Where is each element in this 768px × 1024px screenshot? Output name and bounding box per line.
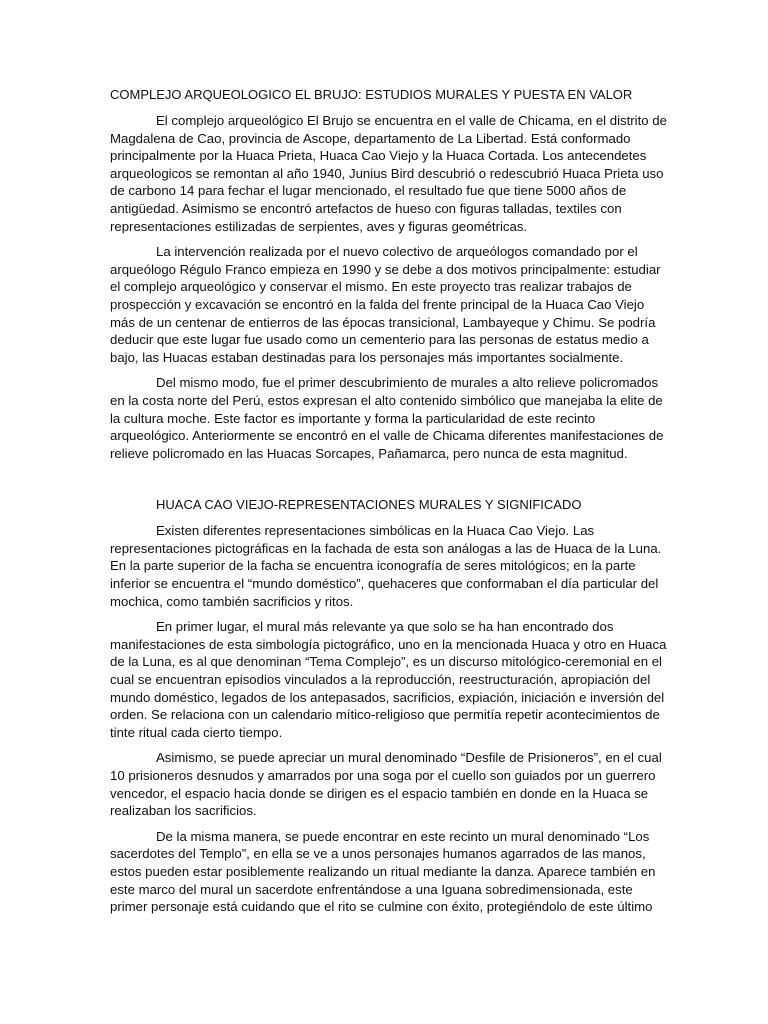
paragraph: En primer lugar, el mural más relevante ya que solo se ha han encontrado dos manifestaciones de esta simbología pictográfico, uno en la mencionada Huaca y otro en Huaca de la Luna, es al que denominan “Tema Complejo”, es un discurso mitológico-ceremonial en el cual se encuentran episodios vinculados a la reproducción, reestructuración, apropiación del mundo doméstico, legados de los antepasados, sacrificios, expiación, iniciación e inversión del orden. Se relaciona con un calendario mítico-religioso que permitía repetir acontecimientos de tinte ritual cada cierto tiempo. xyxy=(110,619,667,740)
paragraph: Existen diferentes representaciones simbólicas en la Huaca Cao Viejo. Las representaciones pictográficas en la fachada de esta son análogas a las de Huaca de la Luna. En la parte superior de la facha se encuentra iconografía de seres mitológicos; en la parte inferior se encuentra el “mundo doméstico”, quehaceres que conformaban el día particular del mochica, como también sacrificios y ritos. xyxy=(110,523,662,609)
paragraph: Del mismo modo, fue el primer descubrimiento de murales a alto relieve policromados en la costa norte del Perú, estos expresan el alto contenido simbólico que manejaba la elite de la cultura moche. Este factor es importante y forma la particularidad de este recinto arqueológico. Anteriormente se encontró en el valle de Chicama diferentes manifestaciones de relieve policromado en las Huacas Sorcapes, Pañamarca, pero nunca de esta magnitud. xyxy=(110,375,664,461)
paragraph: Asimismo, se puede apreciar un mural denominado “Desfile de Prisioneros”, en el cual 10 prisioneros desnudos y amarrados por una soga por el cuello son guiados por un guerrero vencedor, el espacio hacia donde se dirigen es el espacio también en donde en la Huaca se realizaban los sacrificios. xyxy=(110,750,662,819)
section-gap xyxy=(110,470,668,496)
paragraph: El complejo arqueológico El Brujo se encuentra en el valle de Chicama, en el distrito de Magdalena de Cao, provincia de Ascope, departamento de La Libertad. Está conformado principalmente por la Huaca Prieta, Huaca Cao Viejo y la Huaca Cortada. Los antecendetes arqueologicos se remontan al año 1940, Junius Bird descubrió o redescubrió Huaca Prieta uso de carbono 14 para fechar el lugar mencionado, el resultado fue que tiene 5000 años de antigüedad. Asimismo se encontró artefactos de hueso con figuras talladas, textiles con representaciones estilizadas de serpientes, aves y figuras geométricas. xyxy=(110,113,667,234)
section-title-huaca-cao-viejo: HUACA CAO VIEJO-REPRESENTACIONES MURALES Y SIGNIFICADO xyxy=(156,497,582,513)
paragraph: De la misma manera, se puede encontrar en este recinto un mural denominado “Los sacerdotes del Templo”, en ella se ve a unos personajes humanos agarrados de las manos, estos pueden estar posiblemente realizando un ritual mediante la danza. Aparece también en este marco del mural un sacerdote enfrentándose a una Iguana sobredimensionada, este primer personaje está cuidando que el rito se culmine con éxito, protegiéndolo de este último xyxy=(110,828,656,915)
paragraph: La intervención realizada por el nuevo colectivo de arqueólogos comandado por el arqueólogo Régulo Franco empieza en 1990 y se debe a dos motivos principalmente: estudiar el complejo arqueológico y conservar el mismo. En este proyecto tras realizar trabajos de prospección y excavación se encontró en la falda del frente principal de la Huaca Cao Viejo más de un centenar de entierros de las épocas transicional, Lambayeque y Chimu. Se podría deducir que este lugar fue usado como un cementerio para las personas de estatus medio a bajo, las Huacas estaban destinadas para los personajes más importantes socialmente. xyxy=(110,244,661,365)
section-title-el-brujo: COMPLEJO ARQUEOLOGICO EL BRUJO: ESTUDIOS MURALES Y PUESTA EN VALOR xyxy=(110,87,633,102)
